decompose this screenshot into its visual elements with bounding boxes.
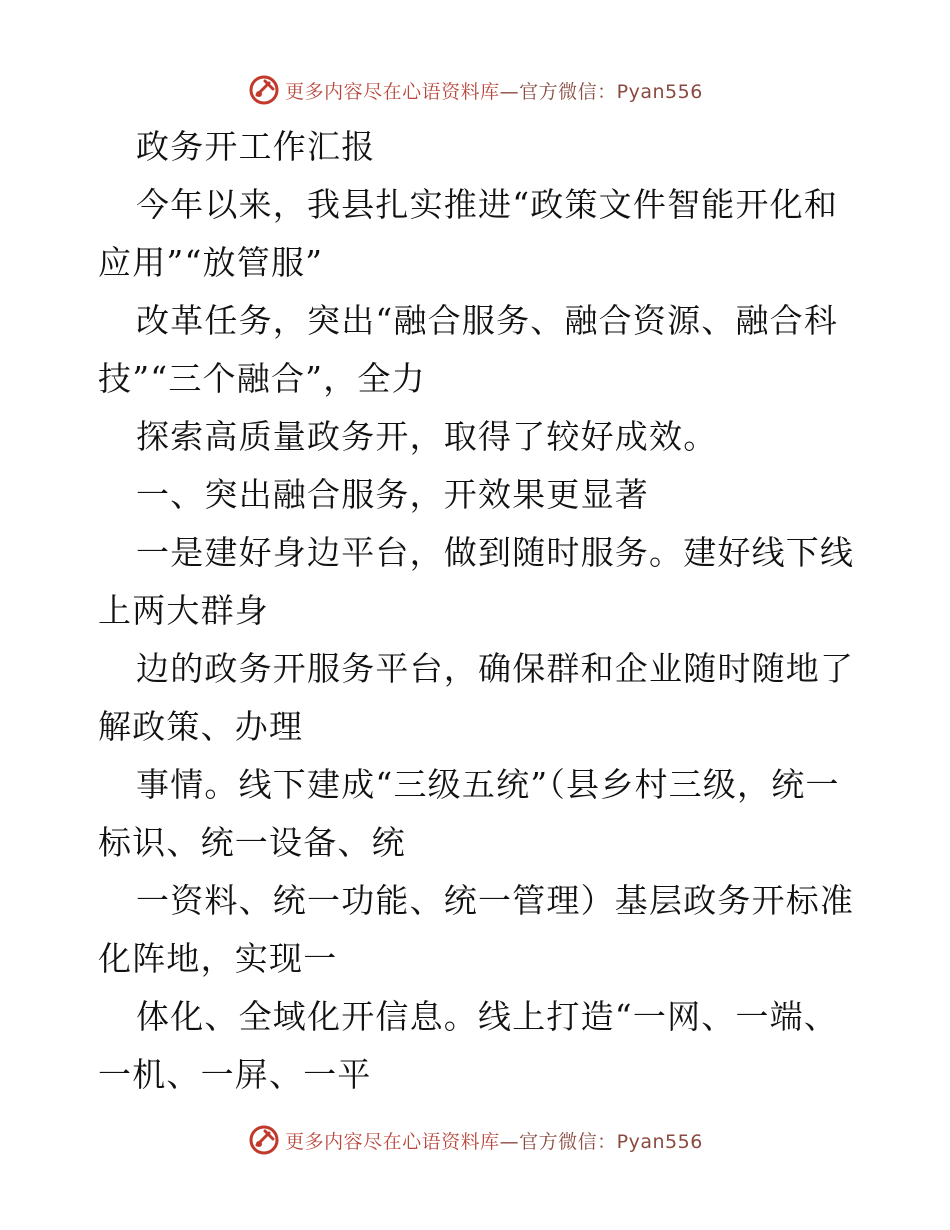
paragraph: 边的政务开服务平台，确保群和企业随时随地了解政策、办理 (98, 649, 855, 746)
paragraph: 事情。线下建成“三级五统”（县乡村三级，统一标识、统一设备、统 (98, 765, 840, 862)
footer-banner (0, 1120, 950, 1160)
banner-text: 更多内容尽在心语资料库—官方微信：Pyan556 (285, 80, 703, 103)
header-banner (0, 70, 950, 110)
paragraph: 一资料、统一功能、统一管理）基层政务开标准化阵地，实现一 (98, 881, 855, 978)
paragraph: 今年以来，我县扎实推进“政策文件智能开化和应用”“放管服” (98, 185, 839, 282)
document-body (98, 118, 858, 1104)
paragraph: 体化、全域化开信息。线上打造“一网、一端、一机、一屏、一平 (98, 997, 839, 1094)
paragraph: 改革任务，突出“融合服务、融合资源、融合科技”“三个融合”，全力 (98, 301, 839, 398)
section-heading: 一、突出融合服务，开效果更显著 (136, 475, 649, 514)
paragraph: 一是建好身边平台，做到随时服务。建好线下线上两大群身 (98, 533, 855, 630)
document-title: 政务开工作汇报 (136, 127, 376, 166)
logo-icon (247, 73, 281, 107)
logo-icon (247, 1123, 281, 1157)
paragraph: 探索高质量政务开，取得了较好成效。 (136, 417, 718, 456)
banner-text: 更多内容尽在心语资料库—官方微信：Pyan556 (285, 1130, 703, 1153)
